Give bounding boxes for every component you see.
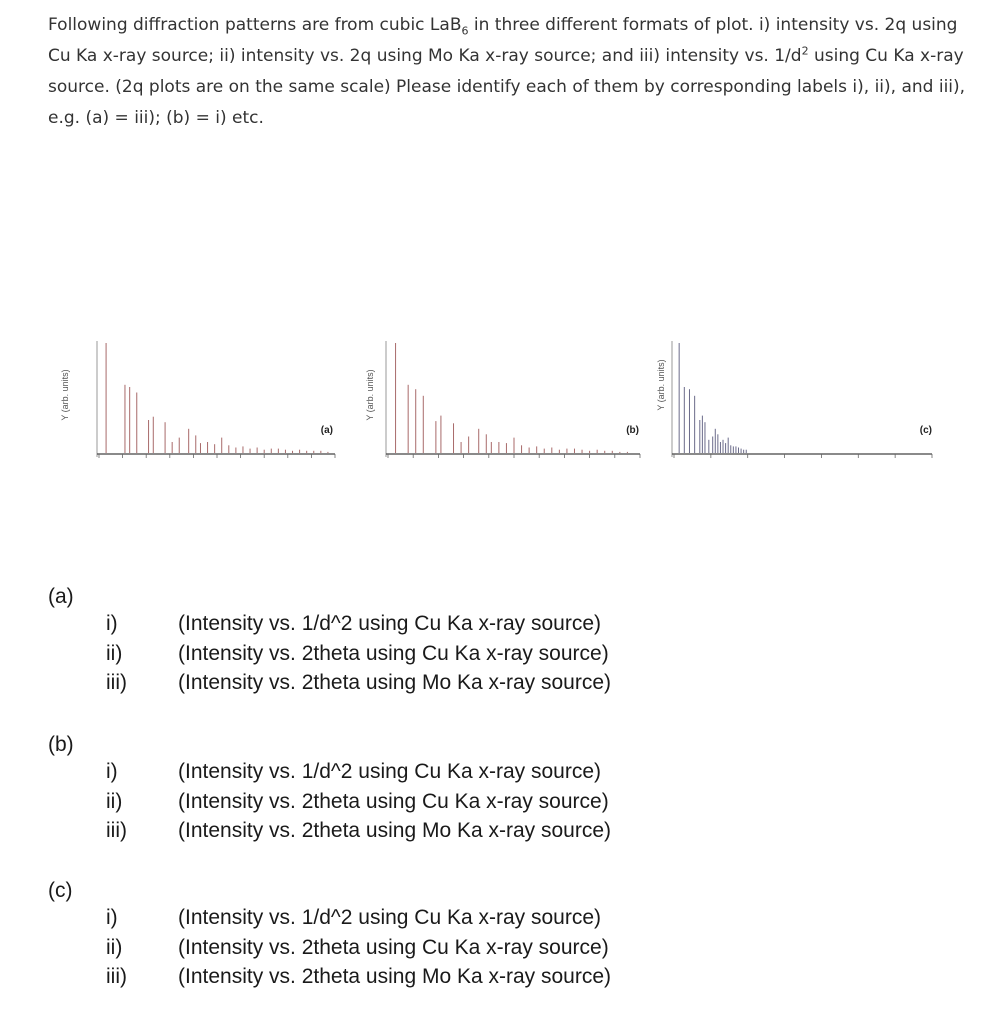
option-b-iii[interactable] (106, 816, 611, 846)
option-text: (Intensity vs. 1/d^2 using Cu Ka x-ray source) (178, 760, 602, 783)
plot-a-x-ticks (99, 454, 335, 458)
option-number: ii) (106, 936, 123, 959)
answer-letter-c: (c) (48, 879, 73, 902)
option-b-i[interactable] (106, 757, 601, 787)
plot-a-label: (a) (320, 425, 333, 436)
question-superscript: 2 (801, 44, 809, 58)
plot-c-bars (679, 343, 746, 453)
answer-letter-a: (a) (48, 585, 74, 608)
plot-c-ylabel: Y (arb. units) (656, 359, 666, 411)
option-b-ii[interactable] (106, 787, 609, 817)
option-number: iii) (106, 671, 127, 694)
diffraction-plot-b (360, 335, 645, 465)
option-number: ii) (106, 642, 123, 665)
option-c-ii[interactable] (106, 933, 609, 963)
option-text: (Intensity vs. 2theta using Mo Ka x-ray source) (178, 819, 612, 842)
option-a-i[interactable] (106, 609, 601, 639)
plot-b-ylabel: Y (arb. units) (365, 369, 375, 421)
option-number: i) (106, 612, 118, 635)
option-number: ii) (106, 790, 123, 813)
plot-b-label: (b) (626, 425, 639, 436)
plot-b-bars (396, 343, 628, 453)
option-text: (Intensity vs. 2theta using Cu Ka x-ray source) (178, 790, 609, 813)
plot-a-bars (106, 343, 328, 453)
plot-c-x-ticks (674, 454, 932, 458)
diffraction-plot-a (55, 335, 340, 465)
answer-block-b (48, 733, 748, 853)
question-part-1: Following diffraction patterns are from cubic LaB (48, 15, 462, 35)
option-c-iii[interactable] (106, 962, 611, 992)
answer-block-c (48, 879, 748, 999)
option-number: i) (106, 760, 118, 783)
question-subscript: 6 (461, 24, 469, 38)
plot-a-ylabel: Y (arb. units) (60, 369, 70, 421)
option-number: iii) (106, 965, 127, 988)
option-number: iii) (106, 819, 127, 842)
question-text (48, 10, 978, 134)
answer-block-a (48, 585, 748, 705)
option-text: (Intensity vs. 1/d^2 using Cu Ka x-ray source) (178, 612, 602, 635)
option-text: (Intensity vs. 2theta using Cu Ka x-ray source) (178, 642, 609, 665)
option-text: (Intensity vs. 2theta using Cu Ka x-ray source) (178, 936, 609, 959)
option-a-ii[interactable] (106, 639, 609, 669)
plot-c-label: (c) (919, 425, 932, 436)
answer-letter-b: (b) (48, 733, 74, 756)
option-text: (Intensity vs. 2theta using Mo Ka x-ray source) (178, 671, 612, 694)
diffraction-plot-c (650, 335, 940, 465)
option-text: (Intensity vs. 2theta using Mo Ka x-ray source) (178, 965, 612, 988)
plot-b-x-ticks (388, 454, 640, 458)
option-number: i) (106, 906, 118, 929)
question-part-3: using Cu Ka x-ray source. (2q plots are on the same scale) Please identify each of them by corresponding labels i), ii), and iii), e.g. (a) = iii); (b) = i) etc. (48, 46, 966, 128)
option-text: (Intensity vs. 1/d^2 using Cu Ka x-ray source) (178, 906, 602, 929)
question-part-2: in three different formats of plot. i) intensity vs. 2q using Cu Ka x-ray source; ii) intensity vs. 2q using Mo Ka x-ray source; and iii) intensity vs. 1/d (48, 15, 958, 66)
option-a-iii[interactable] (106, 668, 611, 698)
option-c-i[interactable] (106, 903, 601, 933)
